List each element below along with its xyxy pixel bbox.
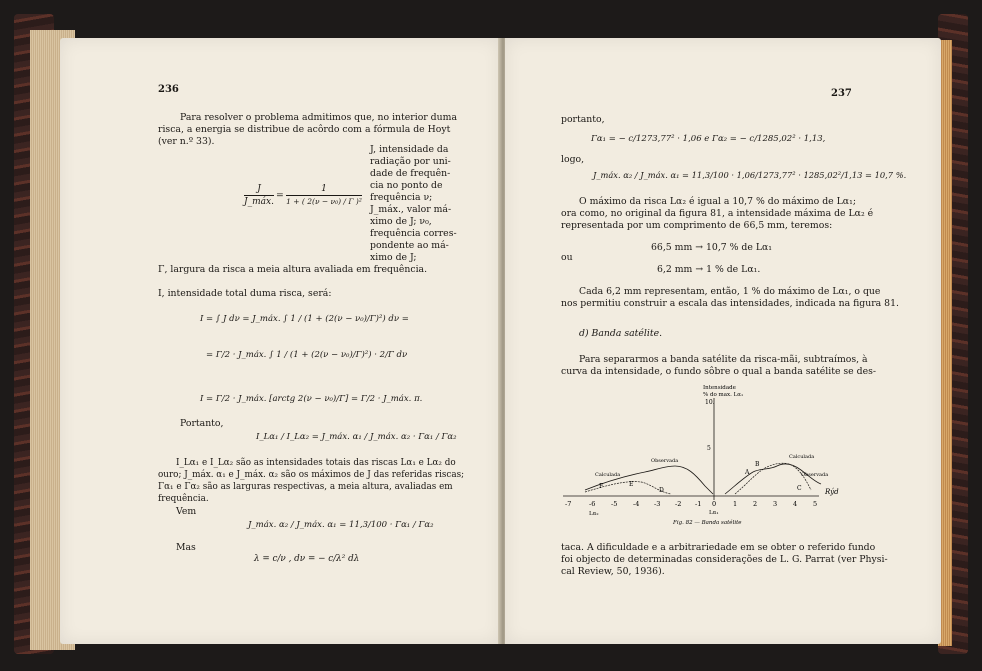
lambda-formula: λ = c/ν , dν = − c/λ² dλ bbox=[254, 554, 360, 564]
hoyt-lhs bbox=[244, 184, 274, 207]
total-intensity-line: I, intensidade total duma risca, será: bbox=[158, 288, 332, 299]
label-lalpha1: Lα₁ bbox=[709, 510, 719, 516]
mas-label: Mas bbox=[176, 542, 196, 553]
x-tick-4: 4 bbox=[793, 500, 798, 508]
side-line-4: cia no ponto de bbox=[370, 180, 443, 191]
x-tick-m6: -6 bbox=[589, 500, 596, 508]
gamma-line: Γ, largura da risca a meia altura avaliada em frequência. bbox=[158, 264, 428, 275]
point-label-a: A bbox=[745, 469, 750, 476]
point-label-f: F bbox=[599, 483, 604, 490]
para1-line-1: O máximo da risca Lα₂ é igual a 10,7 % do máximo de Lα₁; bbox=[579, 196, 856, 207]
side-line-5: frequência ν; bbox=[370, 192, 433, 203]
para2-line-1: Cada 6,2 mm representam, então, 1 % do máximo de Lα₁, o que bbox=[579, 286, 881, 297]
x-tick-m2: -2 bbox=[675, 500, 682, 508]
x-tick-m5: -5 bbox=[611, 500, 618, 508]
side-line-1: J, intensidade da bbox=[370, 144, 449, 155]
label-calculada-right: Calculada bbox=[789, 454, 815, 460]
x-unit-label: Rýd bbox=[825, 488, 839, 496]
portanto-left: Portanto, bbox=[180, 418, 224, 429]
def-line-4: frequência. bbox=[158, 494, 209, 504]
x-tick-5: 5 bbox=[813, 500, 818, 508]
logo-equation: J_máx. α₂ / J_máx. α₁ = 11,3/100 · 1,06/1273,77² · 1285,02²/1,13 = 10,7 %. bbox=[593, 170, 907, 180]
logo-label: logo, bbox=[561, 154, 585, 165]
x-tick-1: 1 bbox=[733, 500, 738, 508]
def-line-1: I_Lα₁ e I_Lα₂ são as intensidades totais das riscas Lα₁ e Lα₂ do bbox=[176, 458, 456, 468]
section-heading: d) Banda satélite. bbox=[579, 328, 663, 339]
equation-2: = Γ/2 · J_máx. ∫ 1 / (1 + (2(ν − ν₀)/Γ)²) · 2/Γ dν bbox=[206, 350, 408, 360]
fig-y-tick-mid: 5 bbox=[707, 445, 711, 452]
point-label-b: B bbox=[755, 461, 760, 468]
para3-line-1: Para separarmos a banda satélite da risca-mãi, subtraímos, à bbox=[579, 354, 868, 365]
x-tick-m4: -4 bbox=[633, 500, 640, 508]
side-line-6: J_máx., valor má- bbox=[370, 204, 452, 215]
x-tick-3: 3 bbox=[773, 500, 778, 508]
page-number-right: 237 bbox=[831, 88, 852, 99]
side-line-7: ximo de J; ν₀, bbox=[370, 216, 432, 227]
gamma-equations: Γα₁ = − c/1273,77² · 1,06 e Γα₂ = − c/1285,02² · 1,13, bbox=[591, 134, 826, 144]
x-tick-m3: -3 bbox=[654, 500, 661, 508]
satellite-band-figure bbox=[555, 378, 855, 528]
right-page bbox=[505, 38, 941, 644]
para1-line-2: ora como, no original da figura 81, a intensidade máxima de Lα₂ é bbox=[561, 208, 874, 219]
para3-line-2: curva da intensidade, o fundo sôbre o qual a banda satélite se des- bbox=[561, 366, 876, 377]
def-line-3: Γα₁ e Γα₂ são as larguras respectivas, a meia altura, avaliadas em bbox=[158, 482, 453, 492]
para4-line-2: foi objecto de determinadas considerações de L. G. Parrat (ver Physi- bbox=[561, 554, 888, 565]
side-line-8: frequência corres- bbox=[370, 228, 457, 239]
fig-x-ticks bbox=[565, 500, 817, 508]
hoyt-equals: = bbox=[276, 190, 284, 201]
para4-line-3: cal Review, 50, 1936). bbox=[561, 566, 665, 577]
vem-formula: J_máx. α₂ / J_máx. α₁ = 11,3/100 · Γα₁ / Γα₂ bbox=[248, 520, 434, 530]
label-calculada-left: Calculada bbox=[595, 472, 621, 478]
curve-observed-left bbox=[585, 466, 713, 494]
point-label-e: E bbox=[629, 481, 634, 488]
x-tick-m1: -1 bbox=[695, 500, 702, 508]
left-page bbox=[60, 38, 500, 644]
ou-label: ou bbox=[561, 252, 573, 263]
x-tick-0: 0 bbox=[712, 500, 717, 508]
point-label-d: D bbox=[659, 487, 664, 494]
intro-line-3: (ver n.º 33). bbox=[158, 136, 215, 147]
para4-line-1: taca. A dificuldade e a arbitrariedade em se obter o referido fundo bbox=[561, 542, 876, 553]
vem-label: Vem bbox=[176, 506, 197, 517]
equation-1: I = ∫ J dν = J_máx. ∫ 1 / (1 + (2(ν − ν₀)/Γ)²) dν = bbox=[200, 314, 409, 324]
point-label-c: C bbox=[797, 485, 802, 492]
side-line-9: pondente ao má- bbox=[370, 240, 449, 251]
hoyt-lhs-num: J bbox=[257, 184, 261, 194]
page-number-left: 236 bbox=[158, 84, 179, 95]
label-observada-right: Observada bbox=[801, 472, 829, 478]
hoyt-rhs bbox=[286, 184, 362, 207]
hoyt-rhs-den: 1 + ( 2(ν − ν₀) / Γ )² bbox=[286, 197, 362, 206]
label-observada-left: Observada bbox=[651, 458, 679, 464]
fig-y-title-2: % do max. Lα₁ bbox=[703, 392, 744, 398]
equation-3: I = Γ/2 · J_máx. [arctg 2(ν − ν₀)/Γ] = Γ/2 · J_máx. π. bbox=[200, 394, 423, 404]
figure-caption: Fig. 82 — Banda satélite bbox=[673, 520, 742, 526]
side-line-2: radiação por uni- bbox=[370, 156, 451, 167]
hoyt-lhs-den: J_máx. bbox=[244, 197, 274, 207]
arrow-line-2: 6,2 mm → 1 % de Lα₁. bbox=[657, 264, 761, 275]
intro-line-2: risca, a energia se distribue de acôrdo com a fórmula de Hoyt bbox=[158, 124, 451, 135]
def-line-2: ouro; J_máx. α₁ e J_máx. α₂ são os máximos de J das referidas riscas; bbox=[158, 470, 465, 480]
para1-line-3: representada por um comprimento de 66,5 mm, teremos: bbox=[561, 220, 833, 231]
arrow-line-1: 66,5 mm → 10,7 % de Lα₁ bbox=[651, 242, 773, 253]
x-tick-2: 2 bbox=[753, 500, 758, 508]
side-line-10: ximo de J; bbox=[370, 252, 417, 263]
intro-line-1: Para resolver o problema admitimos que, no interior duma bbox=[180, 112, 457, 123]
x-tick-m7: -7 bbox=[565, 500, 572, 508]
curve-observed-right bbox=[725, 464, 821, 494]
side-line-3: dade de frequên- bbox=[370, 168, 451, 179]
portanto-right: portanto, bbox=[561, 114, 605, 125]
para2-line-2: nos permitiu construir a escala das intensidades, indicada na figura 81. bbox=[561, 298, 899, 309]
fig-y-title-1: Intensidade bbox=[703, 385, 736, 391]
fig-y-tick-top: 10. bbox=[705, 399, 715, 406]
label-lalpha2: Lα₂ bbox=[589, 511, 599, 517]
hoyt-rhs-num: 1 bbox=[321, 184, 327, 194]
ratio-formula: I_Lα₁ / I_Lα₂ = J_máx. α₁ / J_máx. α₂ · Γα₁ / Γα₂ bbox=[256, 432, 457, 442]
